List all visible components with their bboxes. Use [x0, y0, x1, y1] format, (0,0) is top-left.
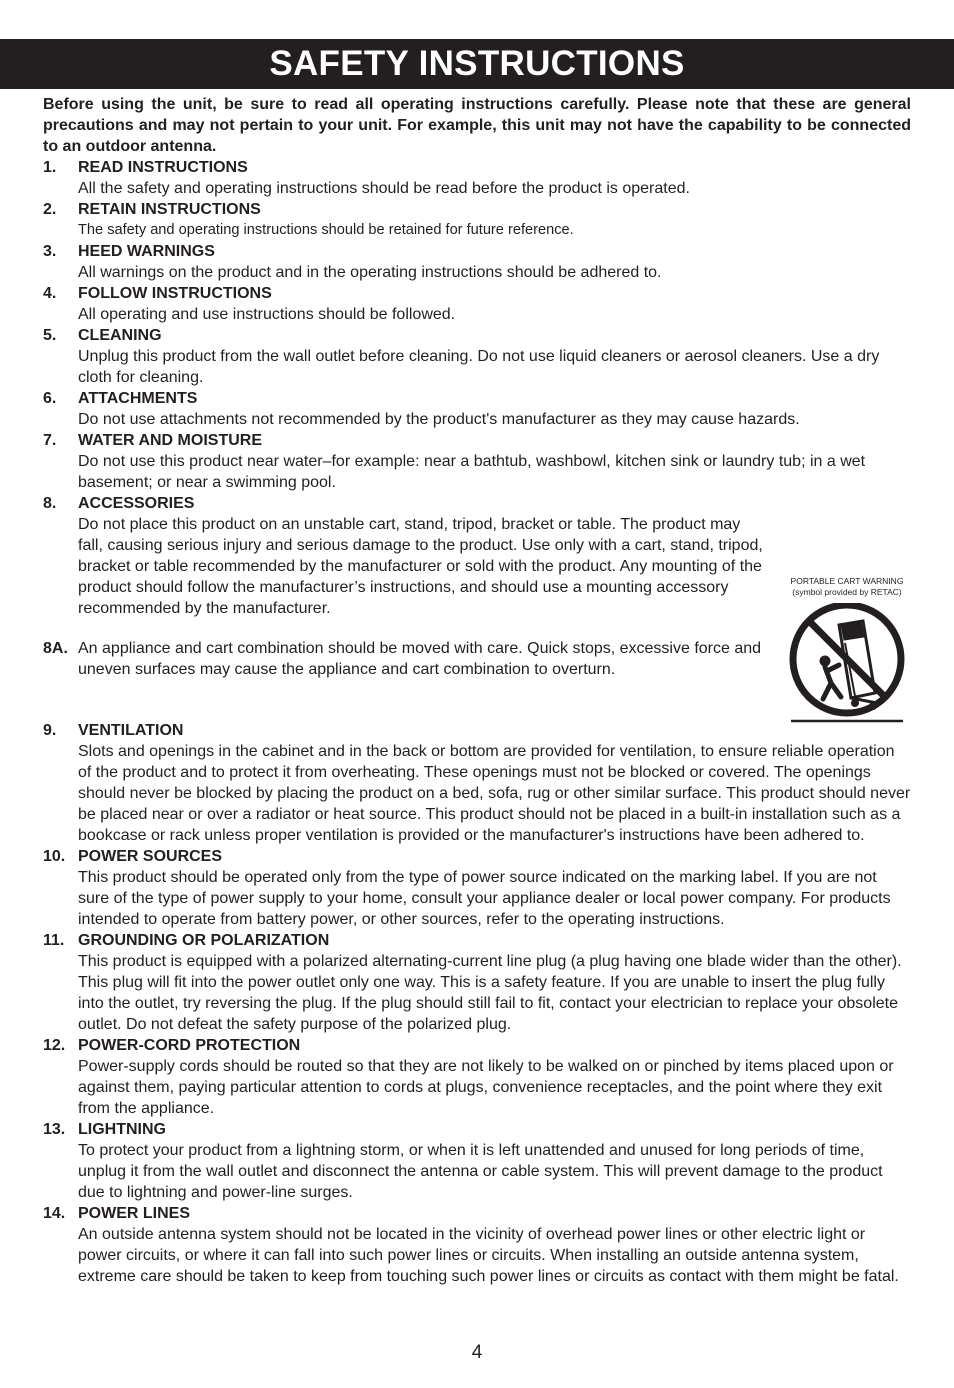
item-number: 10. [43, 848, 66, 865]
item-number: 6. [43, 390, 57, 407]
item-number: 13. [43, 1121, 66, 1138]
page-number: 4 [471, 1342, 483, 1363]
item-title: ACCESSORIES [78, 495, 195, 512]
item-number: 14. [43, 1205, 66, 1222]
item-title: VENTILATION [78, 722, 184, 739]
item-number: 8A. [43, 640, 68, 657]
item-number: 1. [43, 159, 57, 176]
item-number: 4. [43, 285, 57, 302]
item-body [78, 930, 911, 1035]
item-text: This product is equipped with a polarized alternating-current line plug (a plug having one blade wider than the other). This plug will fit into the power outlet only one way. This is a safety feature. If you are unable to insert the plug fully into the outlet, try reversing the plug. If the plug should still fail to fit, contact your electrician to replace your obsolete outlet. Do not defeat the safety purpose of the polarized plug. [78, 953, 902, 1033]
list-item [43, 1035, 911, 1119]
list-item [43, 241, 911, 283]
item-title: POWER LINES [78, 1205, 191, 1222]
item-title: FOLLOW INSTRUCTIONS [78, 285, 272, 302]
list-item [43, 388, 911, 430]
item-text: Power-supply cords should be routed so that they are not likely to be walked on or pinched by items placed upon or against them, paying particular attention to cords at plugs, convenience receptacles, and the point where they exit from the appliance. [78, 1058, 894, 1117]
item-number: 3. [43, 243, 57, 260]
item-number: 12. [43, 1037, 66, 1054]
item-body [78, 199, 911, 241]
item-number: 11. [43, 932, 65, 949]
item-number: 2. [43, 201, 57, 218]
item-text: Unplug this product from the wall outlet before cleaning. Do not use liquid cleaners or aerosol cleaners. Use a dry cloth for cleaning. [78, 348, 880, 386]
item-body [78, 1035, 911, 1119]
item-title: GROUNDING OR POLARIZATION [78, 932, 330, 949]
list-item [43, 930, 911, 1035]
item-title: POWER SOURCES [78, 848, 223, 865]
item-title: READ INSTRUCTIONS [78, 159, 248, 176]
item-body [78, 241, 911, 283]
item-title: ATTACHMENTS [78, 390, 198, 407]
item-body [78, 388, 911, 430]
item-body [78, 430, 911, 493]
item-text: Do not place this product on an unstable cart, stand, tripod, bracket or table. The product may fall, causing serious injury and serious damage to the product. Use only with a cart, stand, tripod, bracket or table recommended by the manufacturer or sold with the product. Any mounting of the product should follow the manufacturer’s instructions, and should use a mounting accessory recommended by the manufacturer. [78, 516, 763, 617]
cart-warning-caption: PORTABLE CART WARNING [790, 576, 904, 586]
item-text: Do not use this product near water–for example: near a bathtub, washbowl, kitchen sink or laundry tub; in a wet basement; or near a swimming pool. [78, 453, 866, 491]
item-text: An outside antenna system should not be located in the vicinity of overhead power lines or other electric light or power circuits, or where it can fall into such power lines or circuits. When installing an outside antenna system, extreme care should be taken to keep from touching such power lines or circuits as contact with them might be fatal. [78, 1226, 899, 1285]
item-text: Do not use attachments not recommended by the product's manufacturer as they may cause hazards. [78, 411, 800, 428]
list-item [43, 199, 911, 241]
cart-warning-subcaption: (symbol provided by RETAC) [792, 587, 902, 597]
list-item [43, 283, 911, 325]
portable-cart-warning [772, 576, 922, 726]
list-item [43, 157, 911, 199]
item-title: LIGHTNING [78, 1121, 166, 1138]
item-text: All the safety and operating instructions should be read before the product is operated. [78, 180, 690, 197]
item-number: 8. [43, 495, 57, 512]
item-text: The safety and operating instructions should be retained for future reference. [78, 222, 574, 238]
item-body [78, 1203, 911, 1287]
list-item [43, 430, 911, 493]
item-body [78, 720, 911, 846]
intro-paragraph: Before using the unit, be sure to read all operating instructions carefully. Please note that these are general precautions and may not pertain to your unit. For example, this unit may not have the capability to be connected to an outdoor antenna. [43, 96, 911, 155]
item-text: To protect your product from a lightning storm, or when it is left unattended and unused for long periods of time, unplug it from the wall outlet and disconnect the antenna or cable system. This will prevent damage to the product due to lightning and power-line surges. [78, 1142, 883, 1201]
list-item [43, 1119, 911, 1203]
item-body [78, 325, 911, 388]
item-number: 5. [43, 327, 57, 344]
page-title: SAFETY INSTRUCTIONS [0, 39, 954, 89]
item-title: RETAIN INSTRUCTIONS [78, 201, 261, 218]
item-text: Slots and openings in the cabinet and in the back or bottom are provided for ventilation, to ensure reliable operation of the product and to protect it from overheating. These openings must not be blocked or covered. The openings should never be blocked by placing the product on a bed, sofa, rug or other similar surface. This product should never be placed near or over a radiator or heat source. This product should not be placed in a built-in installation such as a bookcase or rack unless proper ventilation is provided or the manufacturer's instructions have been adhered to. [78, 743, 911, 844]
list-item [43, 846, 911, 930]
item-text: All operating and use instructions should be followed. [78, 306, 456, 323]
item-text: All warnings on the product and in the operating instructions should be adhered to. [78, 264, 662, 281]
list-item [43, 1203, 911, 1287]
item-title: POWER-CORD PROTECTION [78, 1037, 301, 1054]
item-body [78, 1119, 911, 1203]
item-title: CLEANING [78, 327, 162, 344]
item-title: HEED WARNINGS [78, 243, 215, 260]
item-number: 9. [43, 722, 57, 739]
item-title: WATER AND MOISTURE [78, 432, 262, 449]
item-text: This product should be operated only from the type of power source indicated on the marking label. If you are not sure of the type of power supply to your home, consult your appliance dealer or local power company. For products intended to operate from battery power, or other sources, refer to the operating instructions. [78, 869, 891, 928]
item-body [78, 846, 911, 930]
item-text: An appliance and cart combination should be moved with care. Quick stops, excessive force and uneven surfaces may cause the appliance and cart combination to overturn. [78, 640, 762, 678]
tipping-cart-warning-icon [785, 603, 909, 725]
item-number: 7. [43, 432, 57, 449]
list-item [43, 325, 911, 388]
item-body [78, 157, 911, 199]
item-body [78, 283, 911, 325]
list-item [43, 720, 911, 846]
